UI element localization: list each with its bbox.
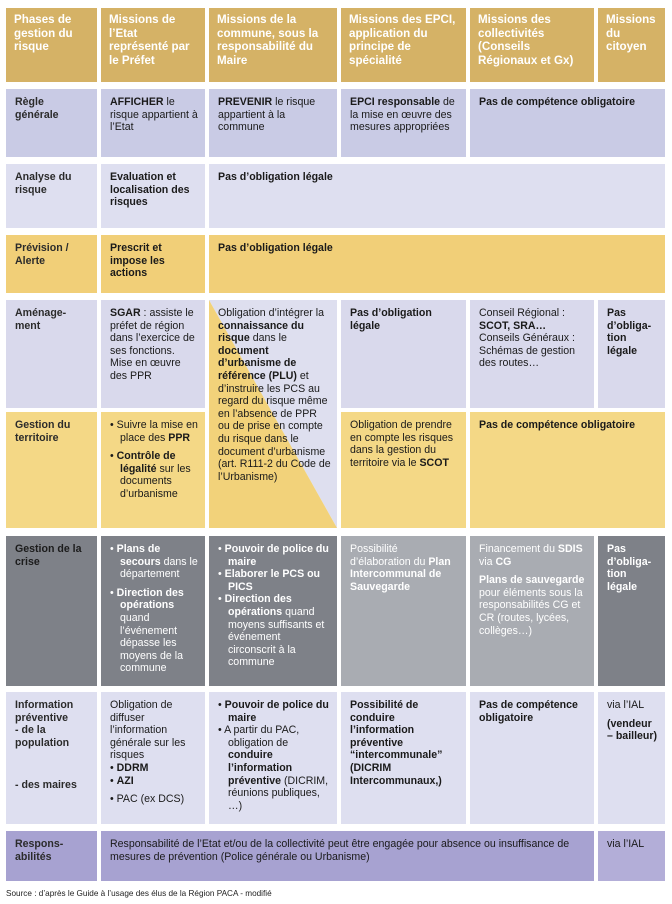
row-label-prevision: Prévision / Alerte bbox=[6, 235, 97, 293]
information-citoyen: via l’IAL (vendeur – bailleur) bbox=[598, 692, 665, 824]
row-label-crise: Gestion de la crise bbox=[6, 536, 97, 686]
amenagement-etat: SGAR : assiste le préfet de région dans l’exercice de ses fonctions. Mise en œuvre des PPR bbox=[101, 300, 205, 408]
header-epci: Missions des EPCI, application du principe de spécialité bbox=[341, 8, 466, 82]
commune-urbanisme-text: Obligation d’intégrer la connaissance du risque dans le document d’urbanisme de référence (PLU) et d’instruire les PCS au regard du risque même en l’absence de PPR ou de prise en compte du risque dans le document d’urbanisme (art. R111-2 du Code de l’Urbanisme) bbox=[218, 307, 331, 483]
crise-etat: • Plans de secours dans le département • Direction des opérations quand l’événement dépasse les moyens de la commune bbox=[101, 536, 205, 686]
crise-citoyen: Pas d’obliga-tion légale bbox=[598, 536, 665, 686]
source-note: Source : d’après le Guide à l’usage des élus de la Région PACA - modifié bbox=[6, 889, 272, 898]
analyse-rest: Pas d’obligation légale bbox=[209, 164, 665, 228]
information-commune: • Pouvoir de police du maire • A partir du PAC, obligation de conduire l’information préventive (DICRIM, réunions publiques, …) bbox=[209, 692, 337, 824]
analyse-etat: Evaluation et localisation des risques bbox=[101, 164, 205, 228]
crise-collectivites: Financement du SDIS via CG Plans de sauvegarde pour éléments sous la responsabilités CG et CR (routes, lycées, collèges…) bbox=[470, 536, 594, 686]
territoire-etat: • Suivre la mise en place des PPR • Contrôle de légalité sur les documents d’urbanisme bbox=[101, 412, 205, 528]
row-label-amenagement: Aménage-ment bbox=[6, 300, 97, 408]
header-commune: Missions de la commune, sous la responsabilité du Maire bbox=[209, 8, 337, 82]
prevision-etat: Prescrit et impose les actions bbox=[101, 235, 205, 293]
responsabilites-citoyen: via l’IAL bbox=[598, 831, 665, 881]
amenagement-epci: Pas d’obligation légale bbox=[341, 300, 466, 408]
crise-commune: • Pouvoir de police du maire • Elaborer le PCS ou PICS • Direction des opérations quand moyens suffisants et événement circonscrit à la commune bbox=[209, 536, 337, 686]
amenagement-collectivites: Conseil Régional : SCOT, SRA… Conseils Généraux : Schémas de gestion des routes… bbox=[470, 300, 594, 408]
header-citoyen: Missions du citoyen bbox=[598, 8, 665, 82]
territoire-epci: Obligation de prendre en compte les risques dans la gestion du territoire via le SCOT bbox=[341, 412, 466, 528]
information-epci: Possibilité de conduire l’information préventive “intercommunale” (DICRIM Intercommunaux,) bbox=[341, 692, 466, 824]
amenagement-citoyen: Pas d’obliga-tion légale bbox=[598, 300, 665, 408]
territoire-collectivites: Pas de compétence obligatoire bbox=[470, 412, 665, 528]
commune-urbanisme-merged bbox=[209, 300, 337, 528]
information-etat: Obligation de diffuser l’information générale sur les risques • DDRM • AZI • PAC (ex DCS) bbox=[101, 692, 205, 824]
row-label-analyse: Analyse du risque bbox=[6, 164, 97, 228]
information-collectivites: Pas de compétence obligatoire bbox=[470, 692, 594, 824]
regle-commune: PREVENIR le risque appartient à la commune bbox=[209, 89, 337, 157]
header-phases: Phases de gestion du risque bbox=[6, 8, 97, 82]
crise-epci: Possibilité d’élaboration du Plan Intercommunal de Sauvegarde bbox=[341, 536, 466, 686]
header-etat: Missions de l’Etat représenté par le Préfet bbox=[101, 8, 205, 82]
row-label-responsabilites: Respons-abilités bbox=[6, 831, 97, 881]
row-label-information: Information préventive - de la population - des maires bbox=[6, 692, 97, 824]
responsabilites-text: Responsabilité de l’Etat et/ou de la collectivité peut être engagée pour absence ou insuffisance de mesures de prévention (Police générale ou Urbanisme) bbox=[101, 831, 594, 881]
row-label-regle: Règle générale bbox=[6, 89, 97, 157]
regle-epci: EPCI responsable de la mise en œuvre des mesures appropriées bbox=[341, 89, 466, 157]
regle-collectivites: Pas de compétence obligatoire bbox=[470, 89, 665, 157]
prevision-rest: Pas d’obligation légale bbox=[209, 235, 665, 293]
row-label-gestion-territoire: Gestion du territoire bbox=[6, 412, 97, 528]
header-collectivites: Missions des collectivités (Conseils Régionaux et Gx) bbox=[470, 8, 594, 82]
regle-etat: AFFICHER le risque appartient à l’Etat bbox=[101, 89, 205, 157]
